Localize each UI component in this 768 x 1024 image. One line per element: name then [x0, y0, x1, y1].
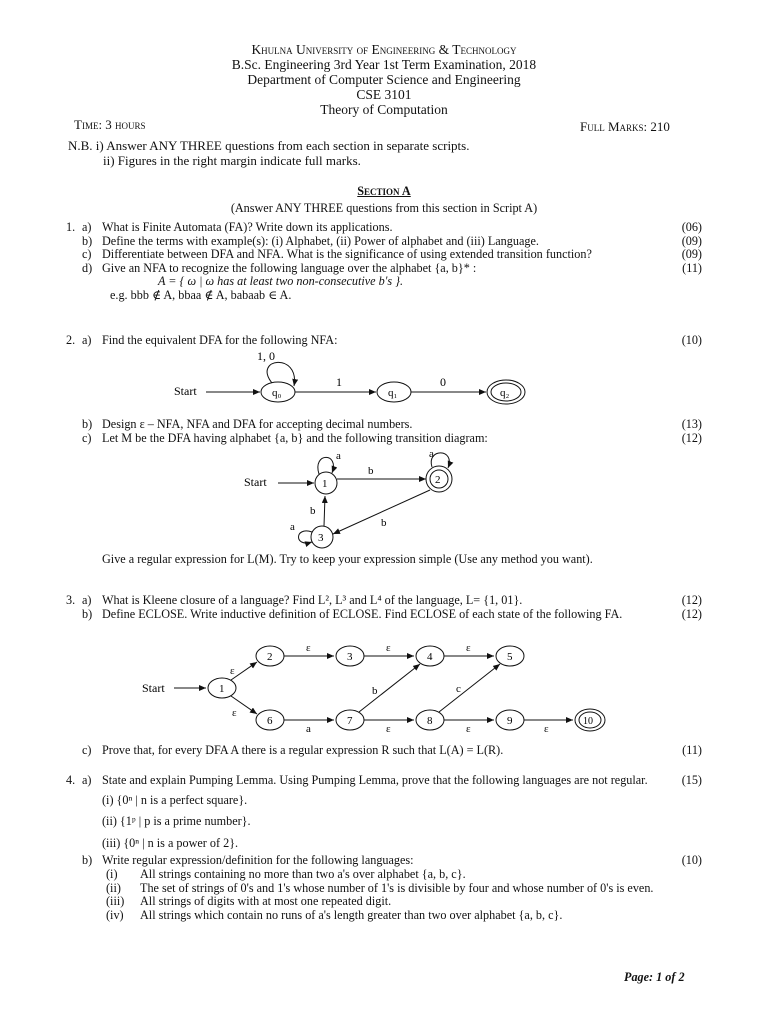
- part-label: b): [82, 606, 93, 621]
- question-number: 4.: [66, 773, 76, 787]
- dfa-loop-3: [299, 531, 313, 543]
- question-3c: [66, 744, 702, 758]
- regex-item: (i) All strings containing no more than two a's over alphabet {a, b, c}.: [106, 866, 466, 881]
- part-label: a): [82, 220, 92, 234]
- nfa-start-label: Start: [174, 384, 197, 398]
- fa-state-5-label: 5: [507, 651, 513, 663]
- fa-state-6-label: 6: [267, 715, 273, 727]
- section-title: Section A: [357, 184, 411, 198]
- part-marks: (13): [681, 417, 702, 431]
- part-text: Define ECLOSE. Write inductive definition of ECLOSE. Find ECLOSE of each state of the following FA.: [102, 606, 623, 621]
- fa-state-1-label: 1: [219, 683, 225, 695]
- dfa-edge-3-1-label: b: [310, 505, 316, 517]
- dfa-loop-2-label: a: [429, 448, 434, 460]
- dfa-edge-3-1: [324, 496, 325, 526]
- part-marks: (11): [682, 743, 702, 757]
- dfa-loop-3-label: a: [290, 521, 295, 533]
- language-item: (iii) {0ⁿ | n is a power of 2}.: [102, 835, 239, 850]
- part-label: a): [82, 773, 92, 787]
- question-1: [66, 221, 702, 303]
- question-2a: [66, 334, 702, 348]
- fa-start-label: Start: [142, 681, 165, 695]
- fa-edge-8-5-label: c: [456, 683, 461, 695]
- question-1c: [66, 248, 702, 262]
- fa-state-9-label: 9: [507, 715, 513, 727]
- dfa-edge-1-2-label: b: [368, 465, 374, 477]
- fa-edge-7-8-label: ε: [386, 723, 391, 735]
- part-label: b): [82, 417, 93, 431]
- part-marks: (09): [681, 247, 702, 262]
- language-item: (i) {0ⁿ | n is a perfect square}.: [102, 792, 248, 807]
- department-name: Department of Computer Science and Engineering: [247, 72, 521, 87]
- fa-edge-8-9-label: ε: [466, 723, 471, 735]
- question-2b: [66, 418, 702, 432]
- part-text: Find the equivalent DFA for the following NFA:: [102, 333, 338, 347]
- fa-edge-9-10-label: ε: [544, 723, 549, 735]
- exam-time: Time: 3 hours: [74, 117, 146, 132]
- dfa-state-3-label: 3: [318, 532, 324, 544]
- fa-state-10-label: 10: [583, 716, 593, 727]
- nfa-state-q2-label: q₂: [500, 387, 510, 399]
- university-name: Khulna University of Engineering & Technology: [251, 42, 517, 57]
- part-text: Give a regular expression for L(M). Try to keep your expression simple (Use any method you want).: [102, 552, 593, 566]
- fa-edge-1-6-label: ε: [232, 707, 237, 719]
- part-text: Prove that, for every DFA A there is a regular expression R such that L(A) = L(R).: [102, 743, 504, 757]
- part-label: c): [82, 430, 92, 445]
- fa-edge-2-3-label: ε: [306, 642, 311, 654]
- part-text: Design ε – NFA, NFA and DFA for accepting decimal numbers.: [102, 417, 413, 431]
- part-marks: (12): [681, 593, 702, 607]
- part-text: Define the terms with example(s): (i) Alphabet, (ii) Power of alphabet and (iii) Language.: [102, 233, 539, 248]
- dfa-state-1-label: 1: [322, 478, 328, 490]
- question-4a: [66, 774, 702, 788]
- part-label: d): [82, 260, 93, 275]
- fa-state-2-label: 2: [267, 651, 273, 663]
- fa-state-3-label: 3: [347, 651, 353, 663]
- part-marks: (10): [681, 853, 702, 868]
- nfa-diagram: [160, 348, 540, 416]
- question-number: 2.: [66, 333, 76, 347]
- part-marks: (11): [682, 260, 702, 275]
- question-1b: [66, 235, 702, 249]
- part-text: Write regular expression/definition for the following languages:: [102, 853, 414, 868]
- part-label: c): [82, 247, 92, 262]
- part-label: c): [82, 743, 92, 757]
- regex-item: (iv) All strings which contain no runs of a's length greater than two over alphabet {a, b, c}.: [106, 907, 563, 922]
- part-marks: (06): [681, 220, 702, 234]
- fa-edge-1-2-label: ε: [230, 665, 235, 677]
- question-3a: [66, 594, 702, 608]
- question-2bc: [66, 418, 702, 445]
- question-3b: [66, 608, 702, 622]
- fa-edge-6-7-label: a: [306, 723, 311, 735]
- regex-item: (ii) The set of strings of 0's and 1's whose number of 1's is divisible by four and whose number of 0's is even.: [106, 880, 654, 895]
- fa-edge-7-4: [359, 664, 420, 712]
- part-marks: (12): [681, 606, 702, 621]
- dfa-loop-1-label: a: [336, 450, 341, 462]
- question-3ab: [66, 594, 702, 621]
- dfa-edge-2-3-label: b: [381, 517, 387, 529]
- part-marks: (09): [681, 233, 702, 248]
- regex-item: (iii) All strings of digits with at most one repeated digit.: [106, 894, 392, 909]
- fa-edge-4-5-label: ε: [466, 642, 471, 654]
- question-4: [66, 774, 702, 922]
- part-marks: (10): [681, 333, 702, 347]
- full-marks: Full Marks: 210: [580, 119, 670, 134]
- part-text: Give an NFA to recognize the following language over the alphabet {a, b}* :: [102, 260, 477, 275]
- dfa-state-2-label: 2: [435, 474, 441, 486]
- language-definition: A = { ω | ω has at least two non-consecutive b's }.: [158, 274, 404, 289]
- fa-state-4-label: 4: [427, 651, 433, 663]
- nfa-state-q1-label: q₁: [388, 387, 398, 399]
- fa-state-7-label: 7: [347, 715, 353, 727]
- nfa-loop-label: 1, 0: [257, 349, 275, 363]
- part-text: What is Finite Automata (FA)? Write down its applications.: [102, 220, 393, 234]
- question-1d: [66, 262, 702, 276]
- part-marks: (12): [681, 430, 702, 445]
- fa-edge-8-5: [439, 664, 500, 712]
- part-text: What is Kleene closure of a language? Find L², L³ and L⁴ of the language, L= {1, 01}.: [102, 593, 523, 607]
- part-label: a): [82, 593, 92, 607]
- instruction-1: N.B. i) Answer ANY THREE questions from each section in separate scripts.: [68, 138, 470, 153]
- course-code: CSE 3101: [356, 87, 412, 102]
- part-text: Let M be the DFA having alphabet {a, b} and the following transition diagram:: [102, 430, 488, 445]
- language-item: (ii) {1ᵖ | p is a prime number}.: [102, 814, 251, 829]
- fa-state-8-label: 8: [427, 715, 433, 727]
- epsilon-fa-diagram: [138, 640, 608, 738]
- question-number: 1.: [66, 220, 76, 234]
- fa-edge-1-2: [231, 662, 257, 680]
- question-2c: [66, 432, 702, 446]
- dfa-diagram: [236, 446, 476, 550]
- part-label: b): [82, 233, 93, 248]
- part-marks: (15): [681, 773, 702, 787]
- exam-title: B.Sc. Engineering 3rd Year 1st Term Examination, 2018: [231, 57, 537, 72]
- part-text: State and explain Pumping Lemma. Using Pumping Lemma, prove that the following languages are not regular.: [102, 773, 648, 787]
- nfa-edge-q0-q1-label: 1: [336, 375, 342, 389]
- question-1a: [66, 221, 702, 235]
- part-text: Differentiate between DFA and NFA. What is the significance of using extended transition function?: [102, 247, 592, 262]
- language-examples: e.g. bbb ∉ A, bbaa ∉ A, babaab ∈ A.: [110, 287, 292, 302]
- fa-edge-3-4-label: ε: [386, 642, 391, 654]
- fa-edge-7-4-label: b: [372, 685, 378, 697]
- instruction-2: ii) Figures in the right margin indicate full marks.: [103, 153, 361, 168]
- course-title: Theory of Computation: [320, 102, 448, 117]
- nfa-edge-q1-q2-label: 0: [440, 375, 446, 389]
- section-note: (Answer ANY THREE questions from this section in Script A): [230, 201, 538, 215]
- question-4b: [66, 854, 702, 868]
- nfa-state-q0-label: q₀: [272, 387, 282, 399]
- part-label: b): [82, 853, 93, 868]
- page-number: Page: 1 of 2: [624, 970, 685, 984]
- dfa-start-label: Start: [244, 475, 267, 489]
- question-number: 3.: [66, 593, 76, 607]
- part-label: a): [82, 333, 92, 347]
- question-2c-followup: [66, 553, 702, 567]
